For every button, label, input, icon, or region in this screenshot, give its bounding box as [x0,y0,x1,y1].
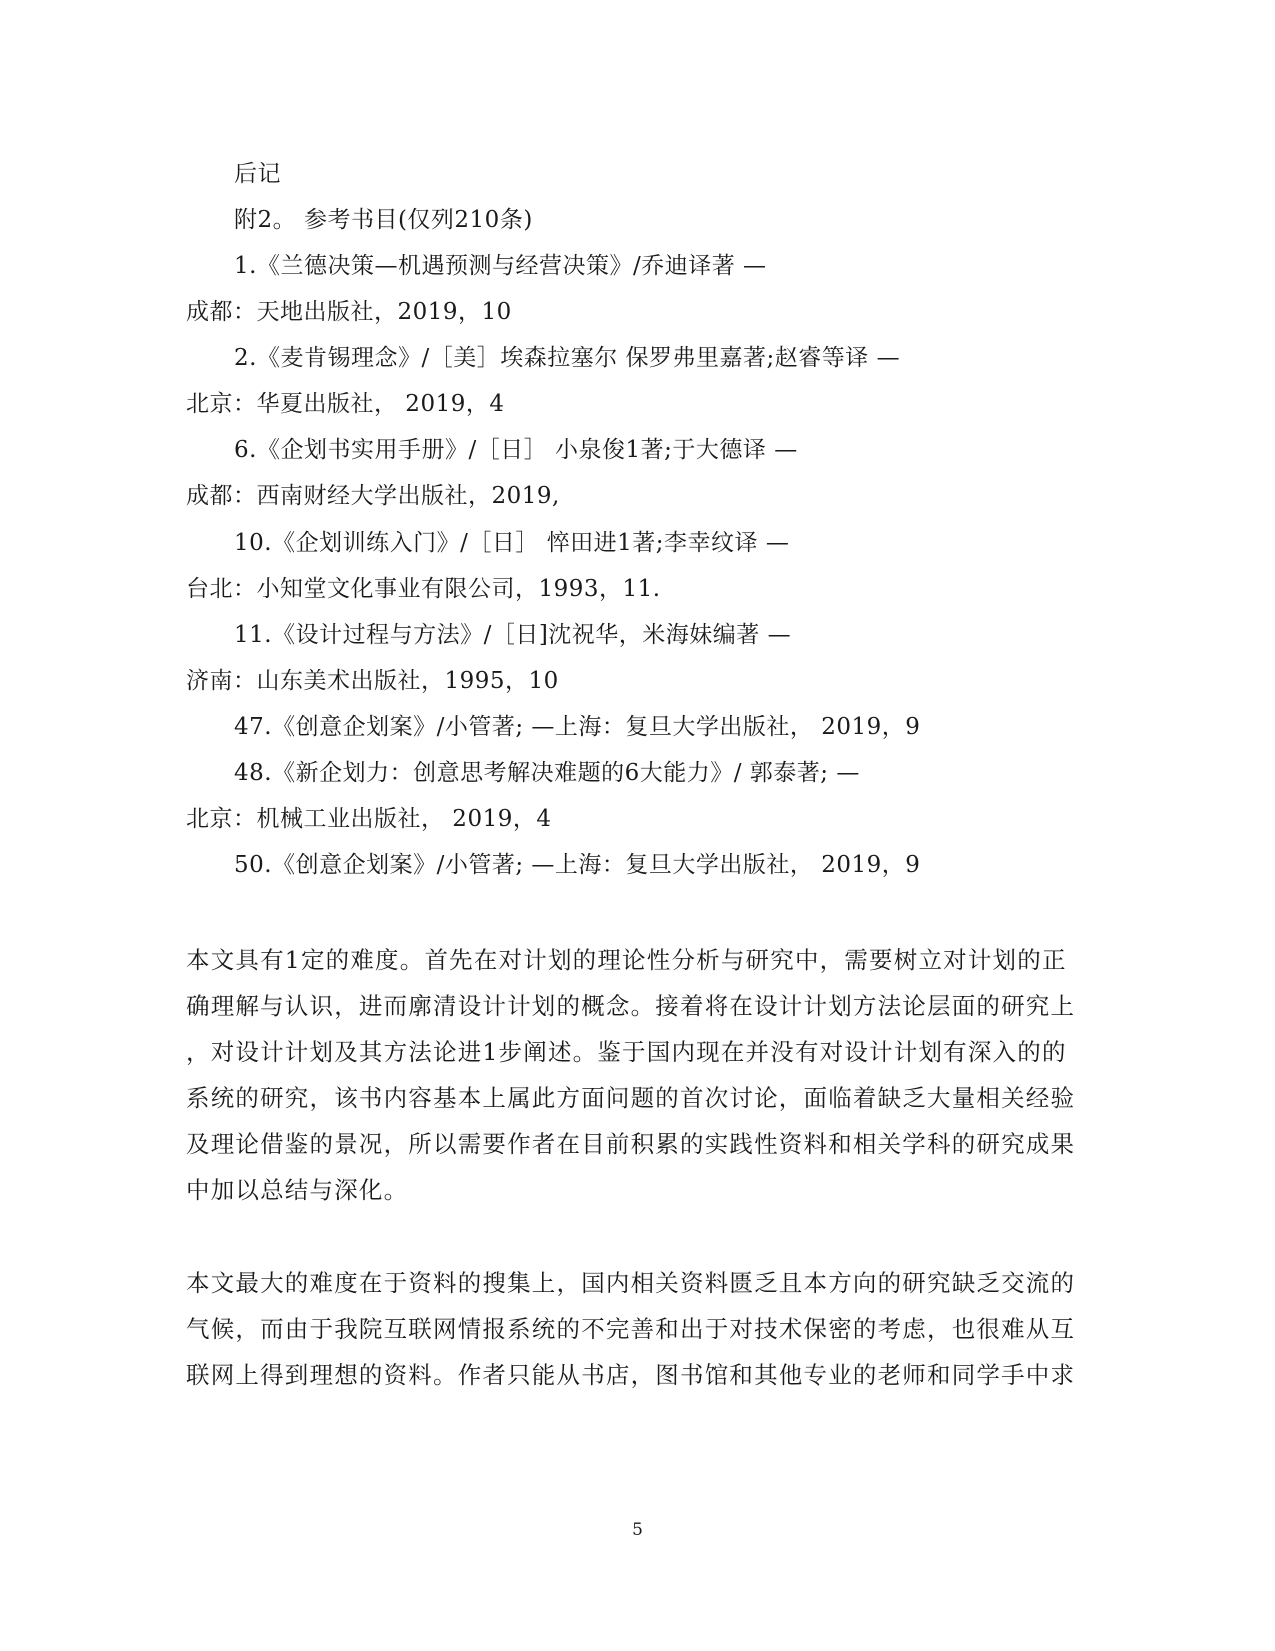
paragraph-line: ，对设计计划及其方法论进1步阐述。鉴于国内现在并没有对设计计划有深入的的 [186,1038,1067,1066]
paragraph-line: 及理论借鉴的景况，所以需要作者在目前积累的实践性资料和相关学科的研究成果 [186,1130,1076,1158]
paragraph-line: 系统的研究，该书内容基本上属此方面问题的首次讨论，面临着缺乏大量相关经验 [186,1084,1076,1112]
paragraph-line: 联网上得到理想的资料。作者只能从书店，图书馆和其他专业的老师和同学手中求 [186,1361,1076,1389]
reference-item-10: 10.《企划训练入门》/［日］ 悴田进1著;李幸纹译 — [234,530,790,556]
paragraph-line: 中加以总结与深化。 [186,1176,409,1204]
reference-item-2-publisher: 北京：华夏出版社， 2019，4 [186,391,505,417]
reference-item-48-publisher: 北京：机械工业出版社， 2019，4 [186,806,552,832]
paragraph-line: 气候，而由于我院互联网情报系统的不完善和出于对技术保密的考虑，也很难从互 [186,1315,1076,1343]
reference-item-2: 2.《麦肯锡理念》/［美］埃森拉塞尔 保罗弗里嘉著;赵睿等译 — [234,345,901,371]
paragraph-line: 本文最大的难度在于资料的搜集上，国内相关资料匮乏且本方向的研究缺乏交流的 [186,1269,1076,1297]
reference-item-1-publisher: 成都：天地出版社，2019，10 [186,299,512,325]
reference-item-11-publisher: 济南：山东美术出版社，1995，10 [186,668,559,694]
paragraph-line: 本文具有1定的难度。首先在对计划的理论性分析与研究中，需要树立对计划的正 [186,946,1067,974]
reference-item-1: 1.《兰德决策—机遇预测与经营决策》/乔迪译著 — [234,253,767,279]
page-number: 5 [632,1520,643,1540]
reference-item-47: 47.《创意企划案》/小管著; —上海：复旦大学出版社， 2019，9 [234,714,921,740]
reference-item-50: 50.《创意企划案》/小管著; —上海：复旦大学出版社， 2019，9 [234,852,921,878]
paragraph-line: 确理解与认识，进而廓清设计计划的概念。接着将在设计计划方法论层面的研究上 [186,992,1076,1020]
reference-item-10-publisher: 台北：小知堂文化事业有限公司，1993，11. [186,576,661,602]
reference-item-48: 48.《新企划力：创意思考解决难题的6大能力》/ 郭泰著; — [234,760,860,786]
afterword-heading: 后记 [234,161,281,187]
reference-item-11: 11.《设计过程与方法》/［日]沈祝华，米海妹编著 — [234,622,792,648]
reference-item-6: 6.《企划书实用手册》/［日］ 小泉俊1著;于大德译 — [234,437,798,463]
appendix-title: 附2。 参考书目(仅列210条) [234,207,533,233]
reference-item-6-publisher: 成都：西南财经大学出版社，2019, [186,483,560,509]
